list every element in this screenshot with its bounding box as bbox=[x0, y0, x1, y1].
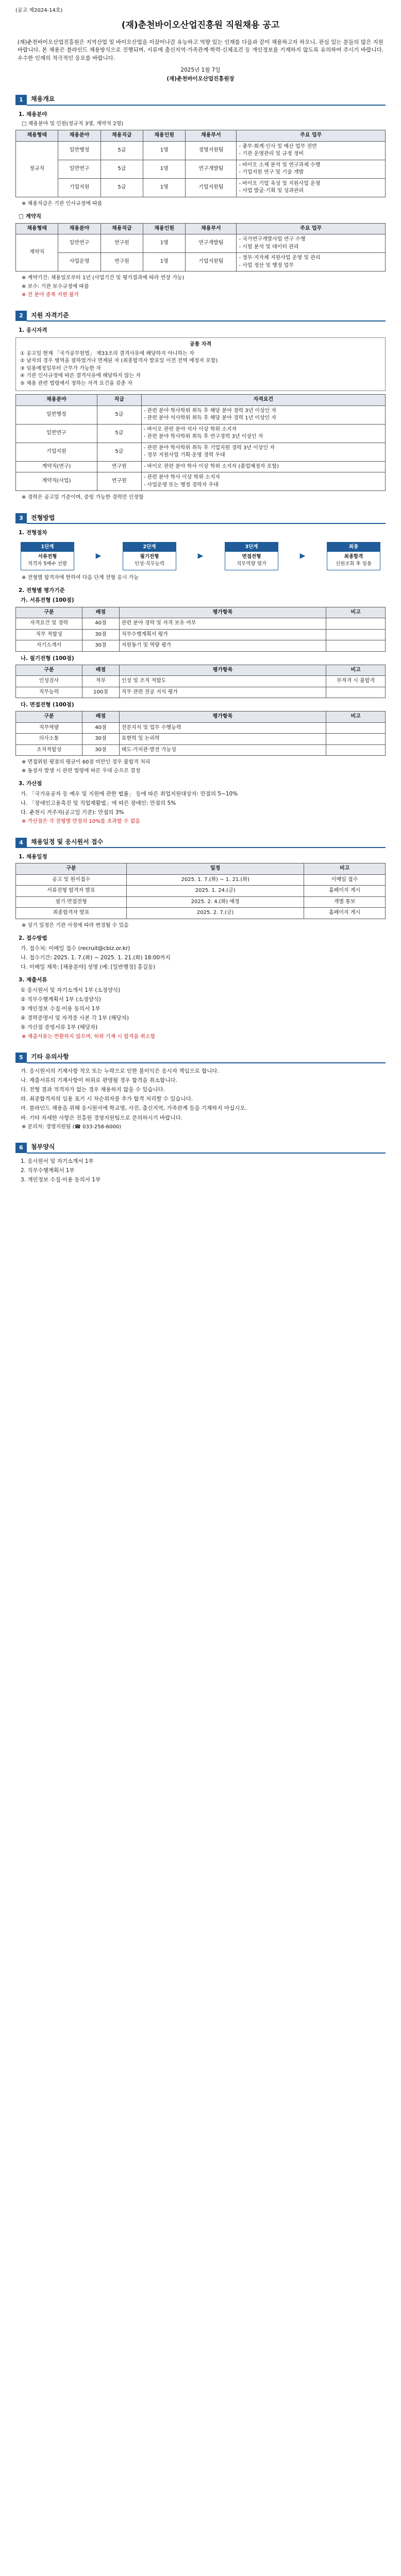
bonus-note: ※ 가산점은 각 전형별 만점의 10%를 초과할 수 없음 bbox=[22, 819, 140, 825]
col-grade: 직급 bbox=[97, 395, 141, 406]
flow-step-1 bbox=[21, 542, 74, 570]
method-item: 나. 접수기간: 2025. 1. 7.(화) ~ 2025. 1. 21.(화) 18:00까지 bbox=[21, 954, 171, 961]
cell-grade: 5급 bbox=[101, 178, 143, 197]
section-6-number: 6 bbox=[15, 1143, 27, 1153]
flow-step-name: 서류전형 bbox=[38, 554, 57, 560]
cell-date: 2025. 1. 24.(금) bbox=[127, 886, 304, 897]
cell-dept: 경영지원팀 bbox=[186, 141, 237, 160]
table-row bbox=[16, 744, 386, 756]
cell-req: - 관련 분야 학사 이상 학위 소지자 - 사업운영 또는 행정 경력자 우대 bbox=[141, 472, 385, 491]
col-dept: 채용부서 bbox=[186, 130, 237, 142]
cell-desc: 지원동기 및 역량 평가 bbox=[119, 640, 326, 652]
table-row bbox=[16, 443, 386, 461]
sec3-sub1: 1. 전형절차 bbox=[19, 530, 47, 536]
cell-dept: 기업지원팀 bbox=[186, 253, 237, 272]
cell-score: 적부 bbox=[82, 676, 120, 687]
doc-eval-table bbox=[15, 607, 386, 652]
cell-remark: 개별 통보 bbox=[304, 896, 386, 908]
cell-grade: 연구원 bbox=[101, 234, 143, 253]
table-row bbox=[16, 908, 386, 919]
cell-field: 일반연구 bbox=[58, 234, 101, 253]
cell-field: 기업지원 bbox=[16, 443, 97, 461]
flow-step-desc: 직무역량 평가 bbox=[236, 561, 267, 567]
flow-step-label: 3단계 bbox=[225, 543, 278, 552]
cell-duty: - 총무·회계·인사 및 예산 업무 전반 - 기관 운영관리 및 규정 정비 bbox=[237, 141, 386, 160]
table1-note: ※ 채용직급은 기관 인사규정에 따름 bbox=[22, 200, 103, 207]
col-type: 채용형태 bbox=[16, 223, 58, 234]
cell-field: 사업운영 bbox=[58, 253, 101, 272]
cell-desc: 직무수행계획서 평가 bbox=[119, 629, 326, 640]
cell-remark: 부적격 시 불합격 bbox=[326, 676, 386, 687]
cell-remark: 홈페이지 게시 bbox=[304, 886, 386, 897]
cell-duty: - 바이오 소재 분석 및 연구과제 수행 - 기업지원 연구 및 기술 개발 bbox=[237, 160, 386, 178]
sec4-sub3: 3. 제출서류 bbox=[19, 977, 47, 984]
flow-step-name: 필기전형 bbox=[140, 554, 159, 560]
cell-grade: 5급 bbox=[97, 443, 141, 461]
table-row bbox=[16, 886, 386, 897]
cell-count: 1명 bbox=[143, 234, 186, 253]
method-item: 다. 이메일 제목: [채용분야] 성명 (예: [일반행정] 홍길동) bbox=[21, 964, 156, 971]
cell-req: - 관련 분야 학사학위 취득 후 해당 분야 경력 3년 이상인 자 - 관련 분야 석사학위 취득 후 해당 분야 경력 1년 이상인 자 bbox=[141, 405, 385, 424]
process-flow bbox=[15, 542, 386, 570]
cell-desc: 표현력 및 논리력 bbox=[119, 734, 326, 745]
caution-item: 라. 최종합격자의 임용 포기 시 차순위자를 추가 합격 처리할 수 있습니다. bbox=[21, 1096, 193, 1103]
cell-desc: 직무 관련 전공 지식 평가 bbox=[119, 687, 326, 698]
cell-field: 계약직(연구) bbox=[16, 461, 97, 472]
cell-grade: 5급 bbox=[101, 141, 143, 160]
col-dept: 채용부서 bbox=[186, 223, 237, 234]
flow-step-desc: 인성·직무능력 bbox=[134, 561, 165, 567]
sec1-sub1: 1. 채용분야 bbox=[19, 111, 47, 117]
col-grade: 채용직급 bbox=[101, 223, 143, 234]
table-row bbox=[16, 160, 386, 178]
cell-remark bbox=[326, 629, 386, 640]
common-item: ④ 기관 인사규정에 따른 결격사유에 해당하지 않는 자 bbox=[20, 373, 141, 379]
table2-note-2: ※ 보수: 기관 보수규정에 따름 bbox=[22, 283, 89, 290]
table-row bbox=[16, 687, 386, 698]
section-6-title: 첨부양식 bbox=[27, 1142, 386, 1153]
doc-item: ① 응시원서 및 자기소개서 1부 (소정양식) bbox=[21, 987, 121, 993]
doc-item: ④ 경력증명서 및 자격증 사본 각 1부 (해당자) bbox=[21, 1015, 129, 1022]
common-item: ② 남자의 경우 병역을 필하였거나 면제된 자 (최종합격자 발표일 이전 전역 예정자 포함) bbox=[20, 358, 218, 364]
cell-duty: - 바이오 기업 육성 및 지원사업 운영 - 사업 발굴·기획 및 성과관리 bbox=[237, 178, 386, 197]
cell-item: 인성검사 bbox=[16, 676, 82, 687]
cell-remark: 이메일 접수 bbox=[304, 874, 386, 886]
cell-score: 30점 bbox=[82, 640, 120, 652]
cell-dept: 기업지원팀 bbox=[186, 178, 237, 197]
contact-note: ※ 문의처: 경영지원팀 (☎ 033-258-6000) bbox=[22, 1124, 121, 1130]
cell-item: 자격요건 및 경력 bbox=[16, 618, 82, 630]
table2-note-3: ※ 전 분야 중복 지원 불가 bbox=[22, 292, 79, 298]
sec4-sub1: 1. 채용일정 bbox=[19, 854, 47, 860]
cell-req: - 바이오 관련 분야 학사 이상 학위 소지자 (졸업예정자 포함) bbox=[141, 461, 385, 472]
page-title: (재)춘천바이오산업진흥원 직원채용 공고 bbox=[121, 20, 280, 30]
section-2-header bbox=[15, 311, 386, 321]
col-desc: 평가항목 bbox=[119, 607, 326, 618]
cell-item: 최종합격자 발표 bbox=[16, 908, 127, 919]
table-row bbox=[16, 722, 386, 734]
doc-item: ⑤ 가산점 증빙서류 1부 (해당자) bbox=[21, 1024, 98, 1031]
cell-item: 자기소개서 bbox=[16, 640, 82, 652]
schedule-note: ※ 상기 일정은 기관 사정에 따라 변경될 수 있음 bbox=[22, 922, 129, 928]
cell-count: 1명 bbox=[143, 160, 186, 178]
cell-field: 계약직(사업) bbox=[16, 472, 97, 491]
cell-item: 공고 및 원서접수 bbox=[16, 874, 127, 886]
sec3-note-2: ※ 동점자 발생 시 관련 법령에 따른 우대 순으로 결정 bbox=[22, 768, 141, 774]
method-item: 가. 접수처: 이메일 접수 (recruit@cbiz.or.kr) bbox=[21, 945, 130, 952]
common-item: ① 공고일 현재 「국가공무원법」 제33조의 결격사유에 해당하지 아니하는 자 bbox=[20, 350, 194, 357]
table-row bbox=[16, 734, 386, 745]
section-1-header bbox=[15, 94, 386, 105]
caution-item: 바. 기타 자세한 사항은 진흥원 경영지원팀으로 문의하시기 바랍니다. bbox=[21, 1114, 183, 1121]
col-remark: 비고 bbox=[304, 863, 386, 875]
col-desc: 평가항목 bbox=[119, 665, 326, 676]
col-grade: 채용직급 bbox=[101, 130, 143, 142]
caution-item: 나. 제출서류의 기재사항이 허위로 판명될 경우 합격을 취소합니다. bbox=[21, 1077, 177, 1083]
write-eval-table bbox=[15, 665, 386, 699]
cell-score: 30점 bbox=[82, 734, 120, 745]
flow-step-desc: 적격자 5배수 선발 bbox=[27, 561, 68, 567]
cell-date: 2025. 2. 7.(금) bbox=[127, 908, 304, 919]
col-field: 채용분야 bbox=[16, 395, 97, 406]
section-5-title: 기타 유의사항 bbox=[27, 1052, 386, 1063]
cell-item: 직무역량 bbox=[16, 722, 82, 734]
col-remark: 비고 bbox=[326, 665, 386, 676]
cell-item: 필기·면접전형 bbox=[16, 896, 127, 908]
int-eval-head: 다. 면접전형 (100점) bbox=[21, 702, 74, 708]
qualification-table bbox=[15, 394, 386, 491]
col-item: 구분 bbox=[16, 607, 82, 618]
table-row bbox=[16, 640, 386, 652]
sec2-note: ※ 경력은 공고일 기준이며, 증빙 가능한 경력만 인정함 bbox=[22, 495, 144, 501]
cell-count: 1명 bbox=[143, 253, 186, 272]
sec3-note-1: ※ 면접위원 평점의 평균이 60점 미만인 경우 불합격 처리 bbox=[22, 759, 151, 766]
col-item: 구분 bbox=[16, 863, 127, 875]
cell-type: 계약직 bbox=[16, 234, 58, 272]
sec3-sub3: 3. 가산점 bbox=[19, 781, 42, 787]
cell-remark: 홈페이지 게시 bbox=[304, 908, 386, 919]
cell-desc: 관련 분야 경력 및 자격 보유 여부 bbox=[119, 618, 326, 630]
col-field: 채용분야 bbox=[58, 223, 101, 234]
sec4-sub2: 2. 접수방법 bbox=[19, 935, 47, 942]
flow-step-3 bbox=[225, 542, 278, 570]
section-4-header bbox=[15, 837, 386, 848]
flow-step-desc: 신원조회 후 임용 bbox=[335, 561, 372, 567]
cell-item: 직무능력 bbox=[16, 687, 82, 698]
table-row bbox=[16, 896, 386, 908]
schedule-table bbox=[15, 863, 386, 919]
cell-duty: - 국가연구개발사업 연구 수행 - 시험 분석 및 데이터 관리 bbox=[237, 234, 386, 253]
cell-remark bbox=[326, 744, 386, 756]
table-row bbox=[16, 676, 386, 687]
bonus-item: 나. 「장애인고용촉진 및 직업재활법」에 따른 장애인: 만점의 5% bbox=[21, 800, 176, 806]
bonus-item: 다. 춘천시 거주자(공고일 기준): 만점의 3% bbox=[21, 809, 124, 816]
common-qualification-box bbox=[15, 337, 386, 391]
cell-remark bbox=[326, 734, 386, 745]
cell-grade: 5급 bbox=[101, 160, 143, 178]
col-remark: 비고 bbox=[326, 607, 386, 618]
col-duty: 주요 업무 bbox=[237, 223, 386, 234]
cell-remark bbox=[326, 687, 386, 698]
table-row bbox=[16, 461, 386, 472]
common-head: 공통 자격 bbox=[189, 342, 212, 348]
caution-item: 다. 전형 결과 적격자가 없는 경우 채용하지 않을 수 있습니다. bbox=[21, 1086, 165, 1093]
cell-req: - 관련 분야 학사학위 취득 후 기업지원 경력 3년 이상인 자 - 정부 지원사업 기획·운영 경력 우대 bbox=[141, 443, 385, 461]
cell-score: 30점 bbox=[82, 629, 120, 640]
cell-desc: 태도·가치관·발전 가능성 bbox=[119, 744, 326, 756]
cell-desc: 전문지식 및 업무 수행능력 bbox=[119, 722, 326, 734]
doc-item: ② 직무수행계획서 1부 (소정양식) bbox=[21, 996, 102, 1003]
cell-dept: 연구개발팀 bbox=[186, 234, 237, 253]
col-count: 채용인원 bbox=[143, 223, 186, 234]
cell-grade: 연구원 bbox=[97, 472, 141, 491]
col-duty: 주요 업무 bbox=[237, 130, 386, 142]
sec1-sub2: □ 계약직 bbox=[19, 213, 42, 220]
table2-note-1: ※ 계약기간: 채용일로부터 1년 (사업기간 및 평가결과에 따라 연장 가능) bbox=[22, 275, 185, 281]
arrow-right-icon: ▶ bbox=[95, 552, 102, 561]
section-3-header bbox=[15, 513, 386, 524]
cell-field: 기업지원 bbox=[58, 178, 101, 197]
col-item: 구분 bbox=[16, 665, 82, 676]
table-row bbox=[16, 424, 386, 443]
intro-text: (재)춘천바이오산업진흥원은 지역산업 및 바이오산업을 이끌어나갈 유능하고 역량 있는 인재를 다음과 같이 채용하고자 하오니, 관심 있는 분들의 많은 지원 바랍니다. 본 채용은 블라인드 채용방식으로 진행되며, 서류에 출신지역·가족관계·학력·신체조건 등 개인정보를 기재하지 않도록 유의하여 주시기 바랍니다. 우수한 인재의 적극적인 응모를 바랍니다. bbox=[18, 39, 383, 61]
section-1-number: 1 bbox=[15, 95, 27, 105]
cell-item: 의사소통 bbox=[16, 734, 82, 745]
col-item: 구분 bbox=[16, 711, 82, 723]
section-4-number: 4 bbox=[15, 838, 27, 848]
flow-step-name: 면접전형 bbox=[242, 554, 261, 560]
notice-date: 2025년 1월 7일 bbox=[180, 66, 221, 73]
table-row bbox=[16, 472, 386, 491]
cell-type: 정규직 bbox=[16, 141, 58, 197]
arrow-right-icon: ▶ bbox=[197, 552, 204, 561]
table-row bbox=[16, 618, 386, 630]
flow-step-label: 1단계 bbox=[21, 543, 74, 552]
col-req: 자격요건 bbox=[141, 395, 385, 406]
cell-grade: 연구원 bbox=[97, 461, 141, 472]
cell-remark bbox=[326, 640, 386, 652]
col-type: 채용형태 bbox=[16, 130, 58, 142]
cell-date: 2025. 2. 4.(화) 예정 bbox=[127, 896, 304, 908]
cell-item: 조직적합성 bbox=[16, 744, 82, 756]
col-count: 채용인원 bbox=[143, 130, 186, 142]
flow-step-4 bbox=[327, 542, 380, 570]
cell-field: 일반연구 bbox=[16, 424, 97, 443]
section-3-title: 전형방법 bbox=[27, 513, 386, 524]
cell-desc: 인성 및 조직 적합도 bbox=[119, 676, 326, 687]
col-score: 배점 bbox=[82, 665, 120, 676]
sec2-sub: 1. 응시자격 bbox=[19, 327, 47, 333]
flow-step-2 bbox=[123, 542, 176, 570]
table-row bbox=[16, 629, 386, 640]
cell-grade: 연구원 bbox=[101, 253, 143, 272]
caution-item: 마. 블라인드 채용을 위해 응시원서에 학교명, 사진, 출신지역, 가족관계 등을 기재하지 마십시오. bbox=[21, 1105, 247, 1112]
section-5-number: 5 bbox=[15, 1053, 27, 1063]
col-desc: 평가항목 bbox=[119, 711, 326, 723]
cell-item: 서류전형 합격자 발표 bbox=[16, 886, 127, 897]
section-1-title: 채용개요 bbox=[27, 94, 386, 105]
notice-number: (공고 제2024-14호) bbox=[15, 8, 63, 13]
col-score: 배점 bbox=[82, 607, 120, 618]
flow-step-name: 최종합격 bbox=[344, 554, 363, 560]
recruit-table-regular bbox=[15, 130, 386, 197]
col-field: 채용분야 bbox=[58, 130, 101, 142]
section-6-header bbox=[15, 1142, 386, 1153]
common-item: ③ 임용예정일부터 근무가 가능한 자 bbox=[20, 365, 101, 371]
caution-item: 가. 응시원서의 기재사항 착오 또는 누락으로 인한 불이익은 응시자 책임으로 합니다. bbox=[21, 1067, 219, 1074]
cell-date: 2025. 1. 7.(화) ~ 1. 21.(화) bbox=[127, 874, 304, 886]
doc-eval-head: 가. 서류전형 (100점) bbox=[21, 597, 74, 604]
table-row bbox=[16, 874, 386, 886]
col-score: 배점 bbox=[82, 711, 120, 723]
cell-dept: 연구개발팀 bbox=[186, 160, 237, 178]
cell-duty: - 정부·지자체 지원사업 운영 및 관리 - 사업 정산 및 행정 업무 bbox=[237, 253, 386, 272]
arrow-right-icon: ▶ bbox=[299, 552, 306, 561]
cell-count: 1명 bbox=[143, 178, 186, 197]
write-eval-head: 나. 필기전형 (100점) bbox=[21, 655, 74, 662]
section-2-number: 2 bbox=[15, 311, 27, 321]
flow-step-label: 2단계 bbox=[123, 543, 176, 552]
cell-remark bbox=[326, 722, 386, 734]
flow-note: ※ 전형별 합격자에 한하여 다음 단계 전형 응시 가능 bbox=[22, 574, 139, 581]
notice-org: (재)춘천바이오산업진흥원장 bbox=[166, 76, 235, 82]
section-4-title: 채용일정 및 응시원서 접수 bbox=[27, 837, 386, 848]
int-eval-table bbox=[15, 711, 386, 756]
section-2-title: 지원 자격기준 bbox=[27, 311, 386, 321]
cell-grade: 5급 bbox=[97, 405, 141, 424]
table-row bbox=[16, 234, 386, 253]
sec3-sub2: 2. 전형별 평가기준 bbox=[19, 587, 65, 594]
col-remark: 비고 bbox=[326, 711, 386, 723]
section-3-number: 3 bbox=[15, 513, 27, 523]
cell-field: 일반행정 bbox=[16, 405, 97, 424]
doc-item: ③ 개인정보 수집·이용 동의서 1부 bbox=[21, 1005, 101, 1012]
col-date: 일정 bbox=[127, 863, 304, 875]
flow-step-label: 최종 bbox=[327, 543, 380, 552]
cell-score: 30점 bbox=[82, 744, 120, 756]
attachment-item: 1. 응시원서 및 자기소개서 1부 bbox=[21, 1158, 94, 1164]
cell-field: 일반행정 bbox=[58, 141, 101, 160]
cell-score: 40점 bbox=[82, 618, 120, 630]
cell-score: 40점 bbox=[82, 722, 120, 734]
table-row bbox=[16, 253, 386, 272]
notice-page bbox=[0, 0, 401, 1201]
cell-count: 1명 bbox=[143, 141, 186, 160]
attachment-item: 2. 직무수행계획서 1부 bbox=[21, 1167, 75, 1174]
table-row bbox=[16, 178, 386, 197]
docs-note: ※ 제출서류는 반환하지 않으며, 허위 기재 시 합격을 취소함 bbox=[22, 1033, 156, 1040]
bonus-item: 가. 「국가유공자 등 예우 및 지원에 관한 법률」 등에 따른 취업지원대상자: 만점의 5~10% bbox=[21, 790, 238, 797]
cell-remark bbox=[326, 618, 386, 630]
cell-req: - 바이오 관련 분야 석사 이상 학위 소지자 - 관련 분야 학사학위 취득 후 연구경력 3년 이상인 자 bbox=[141, 424, 385, 443]
cell-field: 일반연구 bbox=[58, 160, 101, 178]
cell-item: 직무 적합성 bbox=[16, 629, 82, 640]
table-row bbox=[16, 141, 386, 160]
section-5-header bbox=[15, 1052, 386, 1063]
cell-score: 100점 bbox=[82, 687, 120, 698]
attachment-item: 3. 개인정보 수집·이용 동의서 1부 bbox=[21, 1177, 101, 1183]
cell-grade: 5급 bbox=[97, 424, 141, 443]
common-item: ⑤ 채용 관련 법령에서 정하는 자격 요건을 갖춘 자 bbox=[20, 380, 132, 386]
table-row bbox=[16, 405, 386, 424]
sec1-sub1-note: □ 채용분야 및 인원(정규직 3명, 계약직 2명) bbox=[22, 121, 124, 127]
recruit-table-contract bbox=[15, 223, 386, 272]
